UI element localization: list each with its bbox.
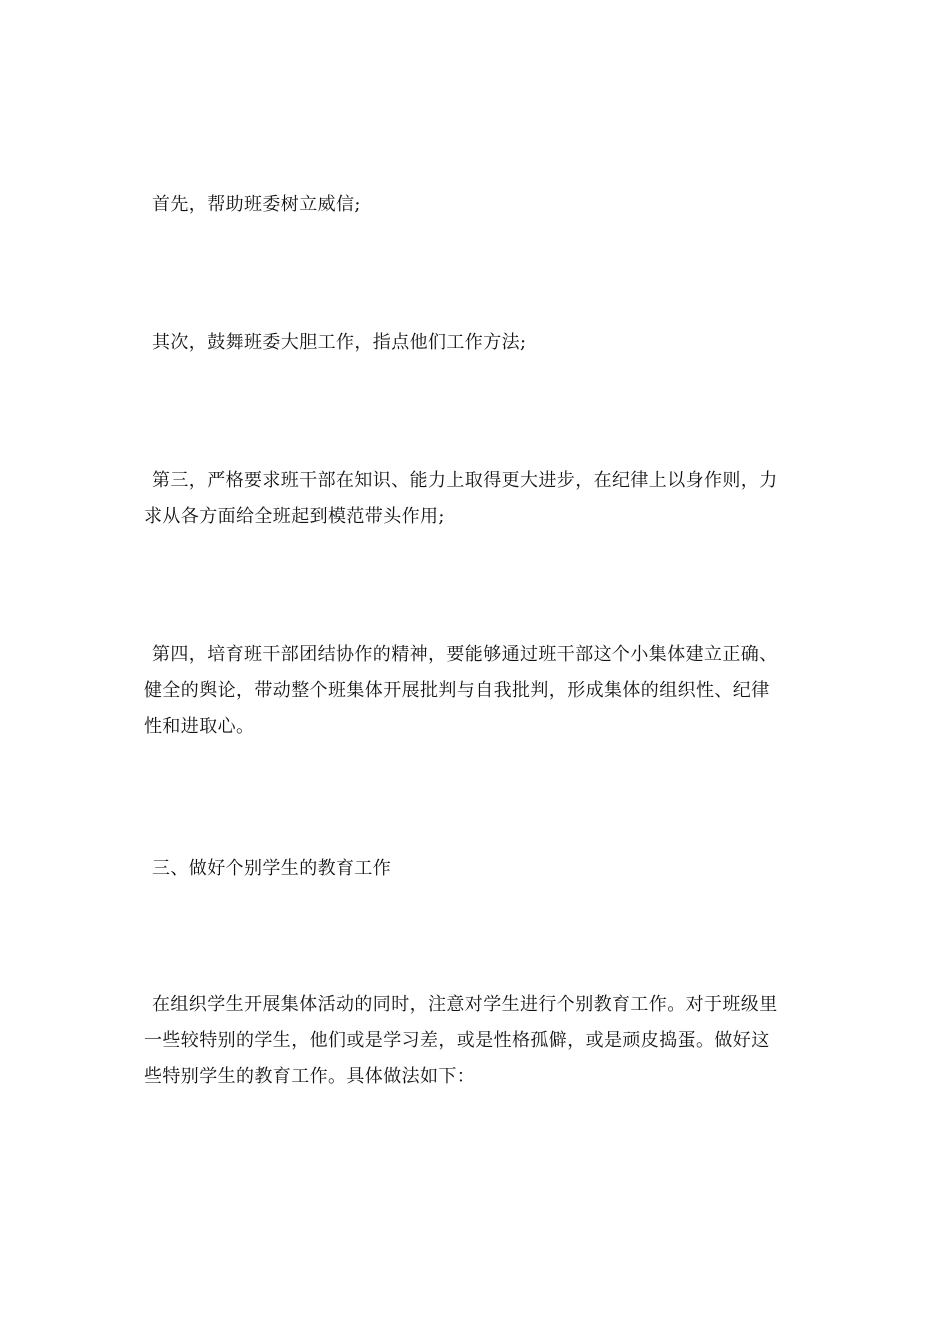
paragraph-third bbox=[144, 463, 814, 535]
paragraph-line: 第三，严格要求班干部在知识、能力上取得更大进步，在纪律上以身作则，力 bbox=[152, 470, 778, 491]
paragraph-first bbox=[144, 187, 814, 223]
paragraph-line: 求从各方面给全班起到模范带头作用; bbox=[144, 506, 445, 527]
paragraph-second bbox=[144, 325, 814, 361]
paragraph-line: 首先，帮助班委树立威信; bbox=[152, 194, 361, 215]
paragraph-line: 在组织学生开展集体活动的同时，注意对学生进行个别教育工作。对于班级里 bbox=[152, 994, 778, 1015]
paragraph-line: 第四，培育班干部团结协作的精神，要能够通过班干部这个小集体建立正确、 bbox=[152, 644, 778, 665]
paragraph-line: 些特别学生的教育工作。具体做法如下： bbox=[144, 1066, 476, 1087]
paragraph-line: 性和进取心。 bbox=[144, 716, 255, 737]
paragraph-line: 一些较特别的学生，他们或是学习差，或是性格孤僻，或是顽皮捣蛋。做好这 bbox=[144, 1030, 770, 1051]
section-heading-text: 三、做好个别学生的教育工作 bbox=[152, 858, 392, 879]
paragraph-fourth bbox=[144, 637, 814, 745]
paragraph-line: 健全的舆论，带动整个班集体开展批判与自我批判，形成集体的组织性、纪律 bbox=[144, 680, 770, 701]
section-heading bbox=[144, 851, 814, 887]
paragraph-section-body bbox=[144, 987, 814, 1095]
paragraph-line: 其次，鼓舞班委大胆工作，指点他们工作方法; bbox=[152, 332, 527, 353]
